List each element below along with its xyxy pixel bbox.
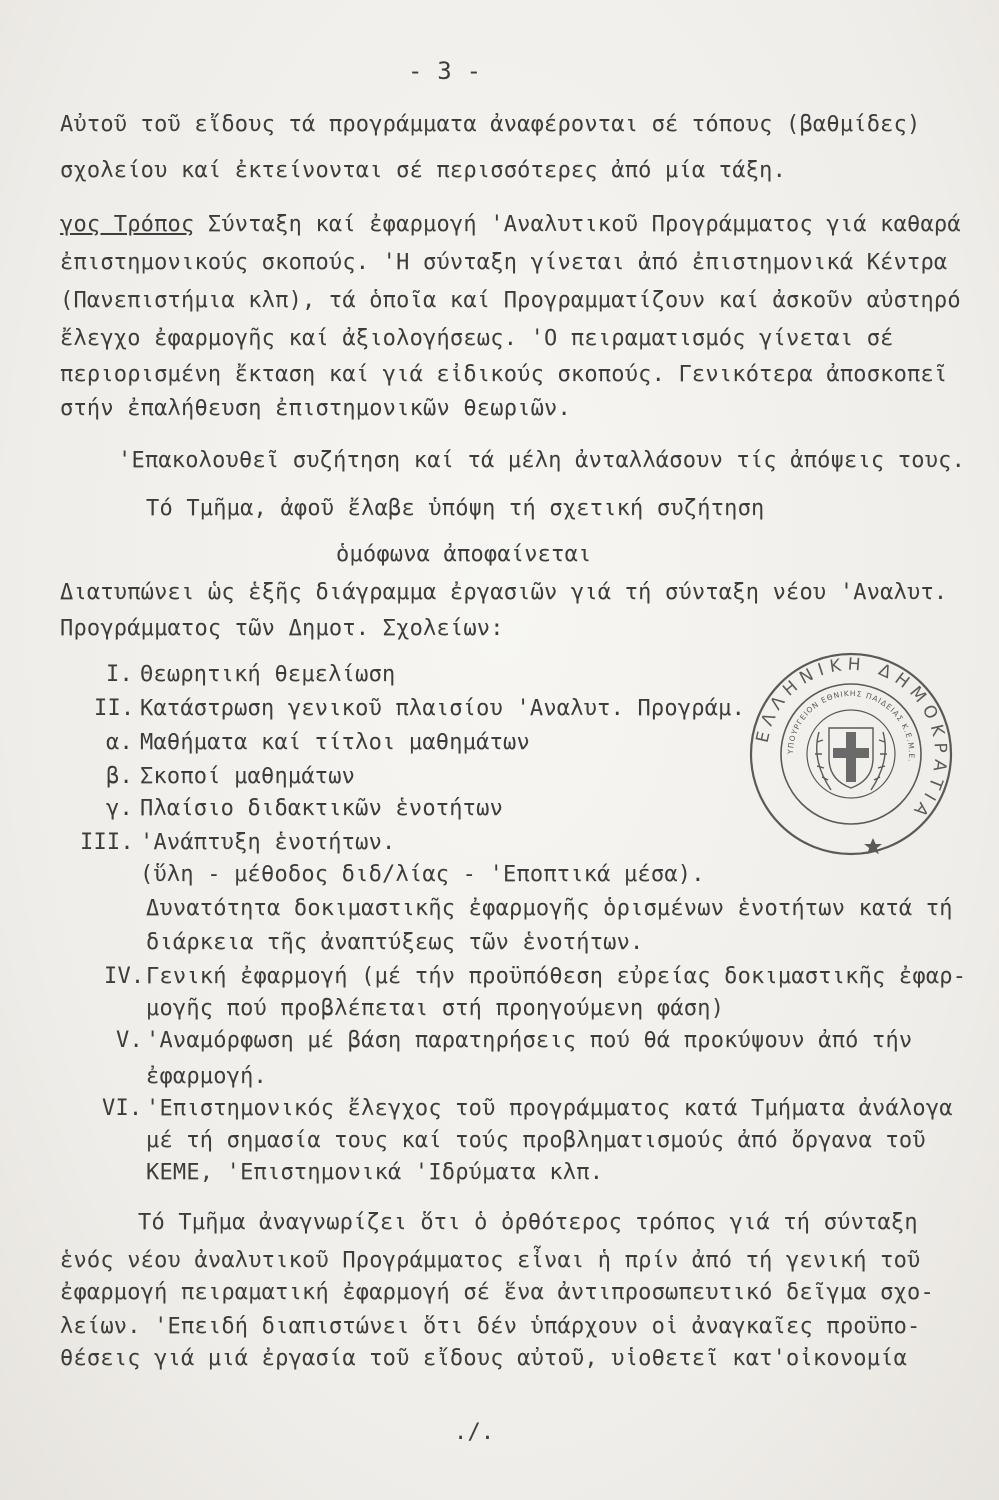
closing-line-1: Τό Τμῆμα ἀναγνωρίζει ὅτι ὁ ὀρθότερος τρόπος γιά τή σύνταξη (138, 1210, 918, 1235)
method-heading: γος Τρόπος (60, 212, 195, 237)
paragraph-2-line-1 (60, 210, 961, 240)
item-3-line-2: (ὕλη - μέθοδος διδ/λίας - 'Εποπτικά μέσα). (140, 862, 705, 887)
formulation-line-1: Διατυπώνει ὡς ἑξῆς διάγραμμα ἐργασιῶν γιά τή σύνταξη νέου 'Αναλυτ. (60, 580, 948, 605)
method-heading-rest: Σύνταξη καί ἐφαρμογή 'Αναλυτικοῦ Προγράμματος γιά καθαρά (194, 212, 961, 237)
item-6-line-3: ΚΕΜΕ, 'Επιστημονικά 'Ιδρύματα κλπ. (146, 1160, 604, 1185)
item-b-number: β. (106, 764, 133, 789)
paragraph-1-line-1: Αὐτοῦ τοῦ εἴδους τά προγράμματα ἀναφέρονται σέ τόπους (βαθμίδες) (60, 112, 921, 137)
decision-line: ὁμόφωνα ἀποφαίνεται (336, 542, 592, 567)
item-2-text: Κατάστρωση γενικοῦ πλαισίου 'Αναλυτ. Προγράμ. (140, 696, 746, 721)
paragraph-2-line-3: (Πανεπιστήμια κλπ), τά ὁποῖα καί Προγραμματίζουν καί ἀσκοῦν αὐστηρό (60, 288, 961, 313)
item-1-text: Θεωρητική θεμελίωση (140, 662, 396, 687)
official-stamp (745, 648, 957, 860)
item-3-line-3: Δυνατότητα δοκιμαστικῆς ἐφαρμογῆς ὁρισμένων ἑνοτήτων κατά τή (146, 896, 953, 921)
closing-line-3: ἐφαρμογή πειραματική ἐφαρμογή σέ ἕνα ἀντιπροσωπευτικό δεῖγμα σχο- (60, 1280, 934, 1305)
item-a-text: Μαθήματα καί τίτλοι μαθημάτων (140, 730, 530, 755)
coat-of-arms-icon (815, 728, 887, 790)
item-c-number: γ. (106, 796, 133, 821)
closing-line-2: ἑνός νέου ἀναλυτικοῦ Προγράμματος εἶναι ἡ πρίν ἀπό τή γενική τοῦ (60, 1248, 921, 1273)
formulation-line-2: Προγράμματος τῶν Δημοτ. Σχολείων: (60, 616, 504, 641)
item-3-text: 'Ανάπτυξη ἑνοτήτων. (140, 830, 396, 855)
item-3-line-4: διάρκεια τῆς ἀναπτύξεως τῶν ἑνοτήτων. (146, 930, 644, 955)
continuation-mark: ./. (454, 1420, 495, 1445)
closing-line-5: θέσεις γιά μιά ἐργασία τοῦ εἴδους αὐτοῦ, υἱοθετεῖ κατ'οἰκονομία (60, 1346, 908, 1371)
item-4-number: IV. (104, 964, 145, 989)
item-6-text: 'Επιστημονικός ἔλεγχος τοῦ προγράμματος κατά Τμήματα ἀνάλογα (146, 1096, 953, 1121)
committee-line: Τό Τμῆμα, ἀφοῦ ἔλαβε ὑπόψη τή σχετική συζήτηση (146, 496, 765, 521)
item-a-number: α. (106, 730, 133, 755)
item-5-number: V. (116, 1028, 143, 1053)
item-5-line-2: ἐφαρμογή. (146, 1064, 268, 1089)
paragraph-1-line-2: σχολείου καί ἐκτείνονται σέ περισσότερες ἀπό μία τάξη. (60, 158, 787, 183)
item-b-text: Σκοποί μαθημάτων (140, 764, 356, 789)
paragraph-2-line-6: στήν ἐπαλήθευση ἐπιστημονικῶν θεωριῶν. (60, 396, 571, 421)
paragraph-2-line-2: ἐπιστημονικούς σκοπούς. 'Η σύνταξη γίνεται ἀπό ἐπιστημονικά Κέντρα (60, 250, 948, 275)
item-1-number: I. (106, 662, 133, 687)
stamp-outer-text: ΕΛΛΗΝΙΚΗ ΔΗΜΟΚΡΑΤΙΑ (752, 654, 951, 825)
item-4-text: Γενική ἐφαρμογή (μέ τήν προϋπόθεση εὐρείας δοκιμαστικῆς ἐφαρ- (146, 964, 967, 989)
item-6-number: VI. (102, 1096, 143, 1121)
page-number: - 3 - (408, 57, 482, 85)
item-4-line-2: μογῆς πού προβλέπεται στή προηγούμενη φάση) (146, 996, 725, 1021)
paragraph-2-line-4: ἔλεγχο ἐφαρμογῆς καί ἀξιολογήσεως. 'Ο πειραματισμός γίνεται σέ (60, 326, 894, 351)
stamp-inner-text: ΥΠΟΥΡΓΕΙΟΝ ΕΘΝΙΚΗΣ ΠΑΙΔΕΙΑΣ Κ.Ε.Μ.Ε. (785, 688, 917, 764)
discussion-line: 'Επακολουθεῖ συζήτηση καί τά μέλη ἀνταλλάσουν τίς ἀπόψεις τους. (118, 448, 966, 473)
item-5-text: 'Αναμόρφωση μέ βάση παρατηρήσεις πού θά προκύψουν ἀπό τήν (146, 1028, 913, 1053)
item-c-text: Πλαίσιο διδακτικῶν ἑνοτήτων (140, 796, 504, 821)
item-3-number: III. (80, 830, 134, 855)
item-6-line-2: μέ τή σημασία τους καί τούς προβληματισμούς ἀπό ὄργανα τοῦ (146, 1128, 926, 1153)
paragraph-2-line-5: περιορισμένη ἔκταση καί γιά εἰδικούς σκοπούς. Γενικότερα ἀποσκοπεῖ (60, 362, 948, 387)
closing-line-4: λείων. 'Επειδή διαπιστώνει ὅτι δέν ὑπάρχουν οἱ ἀναγκαῖες προϋπο- (60, 1314, 921, 1339)
item-2-number: II. (94, 696, 135, 721)
